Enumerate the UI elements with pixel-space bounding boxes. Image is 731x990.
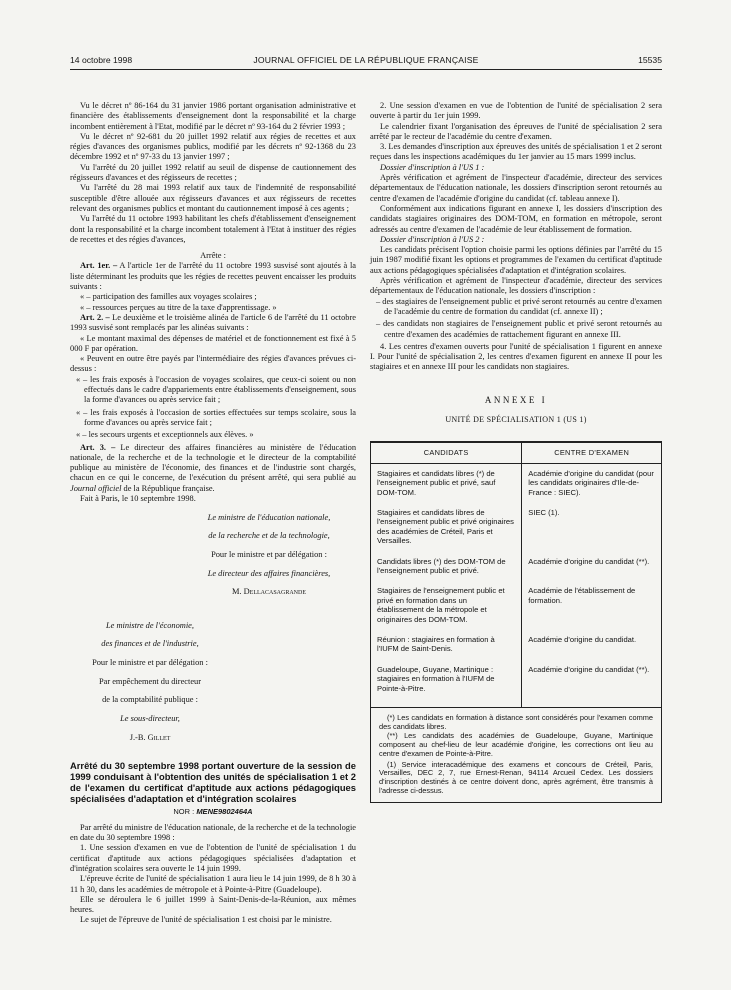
footnote: (1) Service interacadémique des examens et concours de Créteil, Paris, Versailles, DEC 2, 7, rue Ernest-Renan, 94114 Arcueil Cedex. Les dossiers d'inscription destinés à ce centre doivent donc, après agrément, être transmis à l'adresse ci-dessus. xyxy=(379,759,653,796)
signature-line: Le ministre de l'éducation nationale, xyxy=(207,512,331,522)
vu-paragraph: Vu le décret nº 92-681 du 20 juillet 1992 relatif aux régies de recettes et aux régies d'avances des organismes publics, modifié par les décrets nº 92-1368 du 23 décembre 1992 et nº 97-33 du 13 janvier 1997 ; xyxy=(70,131,356,162)
body-paragraph: 3. Les demandes d'inscription aux épreuves des unités de spécialisation 1 et 2 seront reçues dans les inspections académiques du 1er janvier au 15 mars 1999 inclus. xyxy=(370,142,662,162)
footnote: (**) Les candidats des académies de Guadeloupe, Guyane, Martinique composent au chef-lieu de leur académie d'origine, les corrections ont lieu au centre d'examen de Pointe-à-Pitre. xyxy=(379,730,653,758)
table-row xyxy=(371,463,661,503)
article-1 xyxy=(70,261,356,292)
body-paragraph: Par arrêté du ministre de l'éducation nationale, de la recherche et de la technologie en date du 30 septembre 1998 : xyxy=(70,822,356,843)
table-cell: Académie d'origine du candidat. xyxy=(522,630,661,660)
signature-line: des finances et de l'industrie, xyxy=(101,639,199,649)
list-item: « – les frais exposés à l'occasion de sorties effectuées sur temps scolaire, sous la forme d'avances ou après service fait ; xyxy=(76,407,356,427)
table-header-centre: CENTRE D'EXAMEN xyxy=(522,443,661,463)
body-paragraph: Après vérification et agrément de l'inspecteur d'académie, directeur des services départementaux de l'éducation nationale, les dossiers d'inscription : xyxy=(370,276,662,296)
body-paragraph: Le sujet de l'épreuve de l'unité de spécialisation 1 est choisi par le ministre. xyxy=(80,915,332,925)
table-cell: Réunion : stagiaires en formation à l'IUFM de Saint-Denis. xyxy=(371,630,522,660)
section-heading: Dossier d'inscription à l'US 1 : xyxy=(380,162,485,172)
nor-code: MENE9802464A xyxy=(196,806,253,816)
nor-label: NOR : xyxy=(173,806,195,816)
body-paragraph: 1. Une session d'examen en vue de l'obtention de l'unité de spécialisation 1 du certificat d'aptitude aux actions pédagogiques spécialisées d'adaptation et d'intégration scolaires sera ouverte le 14 juin 1999. xyxy=(70,843,356,873)
article-label: Art. 1er. – xyxy=(80,261,118,271)
body-paragraph: Conformément aux indications figurant en annexe I, les dossiers d'inscription des candidats stagiaires originaires des DOM-TOM, en formation en métropole, seront adressés au centre d'examen de l'académie de leur établissement de formation. xyxy=(370,203,662,234)
table-header-candidats: CANDIDATS xyxy=(371,443,522,463)
vu-paragraph: Vu l'arrêté du 11 octobre 1993 habilitant les chefs d'établissement d'enseignement dont la responsabilité et la charge incombent totalement à l'Etat à instituer des régies de recettes et des régies d'avances, xyxy=(70,214,356,244)
article-label: Art. 3. – xyxy=(80,442,116,452)
left-column xyxy=(70,101,356,926)
table-cell: Académie d'origine du candidat (pour les candidats originaires d'Ile-de-France : SIEC). xyxy=(522,463,661,503)
signature-block-2 xyxy=(70,621,230,743)
body-paragraph: 4. Les centres d'examen ouverts pour l'unité de spécialisation 1 figurent en annexe I. Pour l'unité de spécialisation 2, les centres d'examen figurent en annexe II pour les stagiaires et en annexe III pour les candidats non stagiaires. xyxy=(370,341,662,372)
signature-line: de la comptabilité publique : xyxy=(102,695,198,705)
table-cell: Académie de l'établissement de formation. xyxy=(522,581,661,630)
body-paragraph: Après vérification et agrément de l'inspecteur d'académie, directeur des services départementaux de l'éducation nationale, les dossiers d'inscription seront retournés au centre d'examen de l'académie d'origine du candidat (cf. tableau annexe I). xyxy=(370,173,662,203)
article-text: Le directeur des affaires financières au ministère de l'éducation nationale, de la recherche et de la technologie et le directeur de la comptabilité publique au ministère de l'économie, des finances et de l'industrie sont chargés, chacun en ce qui le concerne, de l'exécution du présent arrêté, qui sera publié au xyxy=(70,442,357,483)
vu-paragraph: Vu l'arrêté du 28 mai 1993 relatif aux taux de l'indemnité de responsabilité susceptible d'être allouée aux régisseurs d'avances et aux régisseurs de recettes relevant des organismes publics et montant du cautionnement imposé à ces agents ; xyxy=(70,183,356,213)
art2-list xyxy=(70,375,356,441)
quote-paragraph: « Le montant maximal des dépenses de matériel et de fonctionnement est fixé à 5 000 F par opération. xyxy=(70,333,356,353)
table-cell: SIEC (1). xyxy=(522,503,661,552)
table-row xyxy=(371,630,661,660)
signature-name: M. Dellacasagrande xyxy=(231,587,306,597)
signature-block-1 xyxy=(182,513,356,598)
header-rule xyxy=(70,69,662,70)
list-item: – des candidats non stagiaires de l'enseignement public et privé seront retournés au centre d'examen des académies de rattachement figurant en annexe III. xyxy=(376,319,662,339)
signature-name: J.-B. Gillet xyxy=(129,732,171,742)
table-cell: Académie d'origine du candidat (**). xyxy=(522,660,661,707)
article-text: Le deuxième et le troisième alinéa de l'article 6 de l'arrêté du 11 octobre 1993 susvisé sont remplacés par les alinéas suivants : xyxy=(70,312,356,333)
table-row xyxy=(371,552,661,582)
fait-line: Fait à Paris, le 10 septembre 1998. xyxy=(80,493,196,503)
signature-line: Pour le ministre et par délégation : xyxy=(211,550,327,560)
body-paragraph: L'épreuve écrite de l'unité de spécialisation 1 aura lieu le 14 juin 1999, de 8 h 30 à 11 h 30, dans les académies de métropole et à Pointe-à-Pitre (Guadeloupe). xyxy=(70,874,356,894)
article-text: A l'article 1er de l'arrêté du 11 octobre 1993 susvisé sont ajoutés à la liste déterminant les produits que les régies de recettes peuvent encaisser les produits suivants : xyxy=(70,261,356,292)
list-item: « – participation des familles aux voyages scolaires ; xyxy=(80,292,257,302)
list-item: « – les secours urgents et exceptionnels aux élèves. » xyxy=(76,430,254,440)
footnote: (*) Les candidats en formation à distance sont considérés pour l'examen comme des candidats libres. xyxy=(379,713,653,731)
table-cell: Stagiaires et candidats libres de l'enseignement public et privé originaires des académies de Créteil, Paris et Versailles. xyxy=(371,503,522,552)
table-cell: Académie d'origine du candidat (**). xyxy=(522,552,661,582)
signature-line: Le ministre de l'économie, xyxy=(105,620,194,630)
list-item: « – les frais exposés à l'occasion de voyages scolaires, que ceux-ci soient ou non effectués dans le cadre d'appariements entre établissements d'enseignement, sous la forme d'avances ou après service fait ; xyxy=(76,374,356,405)
page-header xyxy=(70,55,662,69)
article-label: Art. 2. – xyxy=(80,312,110,322)
vu-paragraph: Vu l'arrêté du 20 juillet 1992 relatif au seuil de dispense de cautionnement des régisseurs d'avances et des régisseurs de recettes ; xyxy=(70,162,356,183)
nor-reference xyxy=(70,807,356,817)
header-date: 14 octobre 1998 xyxy=(70,55,133,65)
list-item: – des stagiaires de l'enseignement public et privé seront retournés au centre d'examen de l'académie du centre de formation du candidat (cf. annexe II) ; xyxy=(376,296,662,316)
right-column xyxy=(370,101,662,803)
annexe-table-box xyxy=(370,441,662,708)
article-3 xyxy=(70,443,356,494)
annexe-subtitle: UNITÉ DE SPÉCIALISATION 1 (US 1) xyxy=(445,415,587,425)
table-row xyxy=(371,660,661,707)
arrete-heading: Arrête : xyxy=(200,251,226,261)
list-item: « – ressources perçues au titre de la taxe d'apprentissage. » xyxy=(80,302,277,312)
body-paragraph: 2. Une session d'examen en vue de l'obtention de l'unité de spécialisation 2 sera ouverte à partir du 1er juin 1999. xyxy=(370,101,662,121)
header-journal-title: JOURNAL OFFICIEL DE LA RÉPUBLIQUE FRANÇAISE xyxy=(253,55,479,65)
vu-paragraph: Vu le décret nº 86-164 du 31 janvier 1986 portant organisation administrative et financière des établissements d'enseignement dont la responsabilité et la charge incombent entièrement à l'Etat, modifié par le décret nº 93-164 du 2 février 1993 ; xyxy=(70,101,356,131)
header-page-number: 15535 xyxy=(638,55,662,65)
signature-line: Par empêchement du directeur xyxy=(98,676,202,686)
decree-title: Arrêté du 30 septembre 1998 portant ouverture de la session de 1999 conduisant à l'obtention des unités de spécialisation 1 et 2 de l'examen du certificat d'aptitude aux actions pédagogiques spécialisées d'adaptation et d'intégration scolaires xyxy=(70,760,356,804)
annexe-notes xyxy=(370,708,662,803)
table-cell: Guadeloupe, Guyane, Martinique : stagiaires en formation à l'IUFM de Pointe-à-Pitre. xyxy=(371,660,522,707)
table-row xyxy=(371,581,661,630)
table-row xyxy=(371,503,661,552)
annexe-title: ANNEXE I xyxy=(484,394,548,405)
signature-line: Le directeur des affaires financières, xyxy=(207,568,331,578)
signature-line: Pour le ministre et par délégation : xyxy=(92,657,208,667)
body-paragraph: Elle se déroulera le 6 juillet 1999 à Saint-Denis-de-la-Réunion, aux mêmes heures. xyxy=(70,894,356,915)
signature-line: Le sous-directeur, xyxy=(120,713,180,723)
dossier-list xyxy=(370,297,662,340)
table-cell: Stagiaires et candidats libres (*) de l'enseignement public et privé, sauf DOM-TOM. xyxy=(371,463,522,503)
journal-officiel: Journal officiel xyxy=(70,483,122,493)
article-2 xyxy=(70,313,356,334)
section-heading: Dossier d'inscription à l'US 2 : xyxy=(380,234,485,244)
table-cell: Stagiaires de l'enseignement public et privé en formation dans un établissement de la métropole et originaires des DOM-TOM. xyxy=(371,581,522,630)
annexe-table xyxy=(371,443,661,707)
table-cell: Candidats libres (*) des DOM-TOM de l'enseignement public et privé. xyxy=(371,552,522,582)
body-paragraph: Le calendrier fixant l'organisation des épreuves de l'unité de spécialisation 2 sera arrêté par le recteur de l'académie du centre d'examen. xyxy=(370,121,662,141)
quote-paragraph: « Peuvent en outre être payés par l'intermédiaire des régies d'avances prévues ci-dessus : xyxy=(70,354,356,374)
body-paragraph: Les candidats précisent l'option choisie parmi les options définies par l'arrêté du 15 juin 1987 modifié fixant les options et programmes de l'examen du certificat d'aptitude aux actions pédagogiques spécialisées d'adaptation et d'intégration scolaires. xyxy=(370,245,662,275)
article-text: de la République française. xyxy=(123,483,215,493)
signature-line: de la recherche et de la technologie, xyxy=(208,531,330,541)
